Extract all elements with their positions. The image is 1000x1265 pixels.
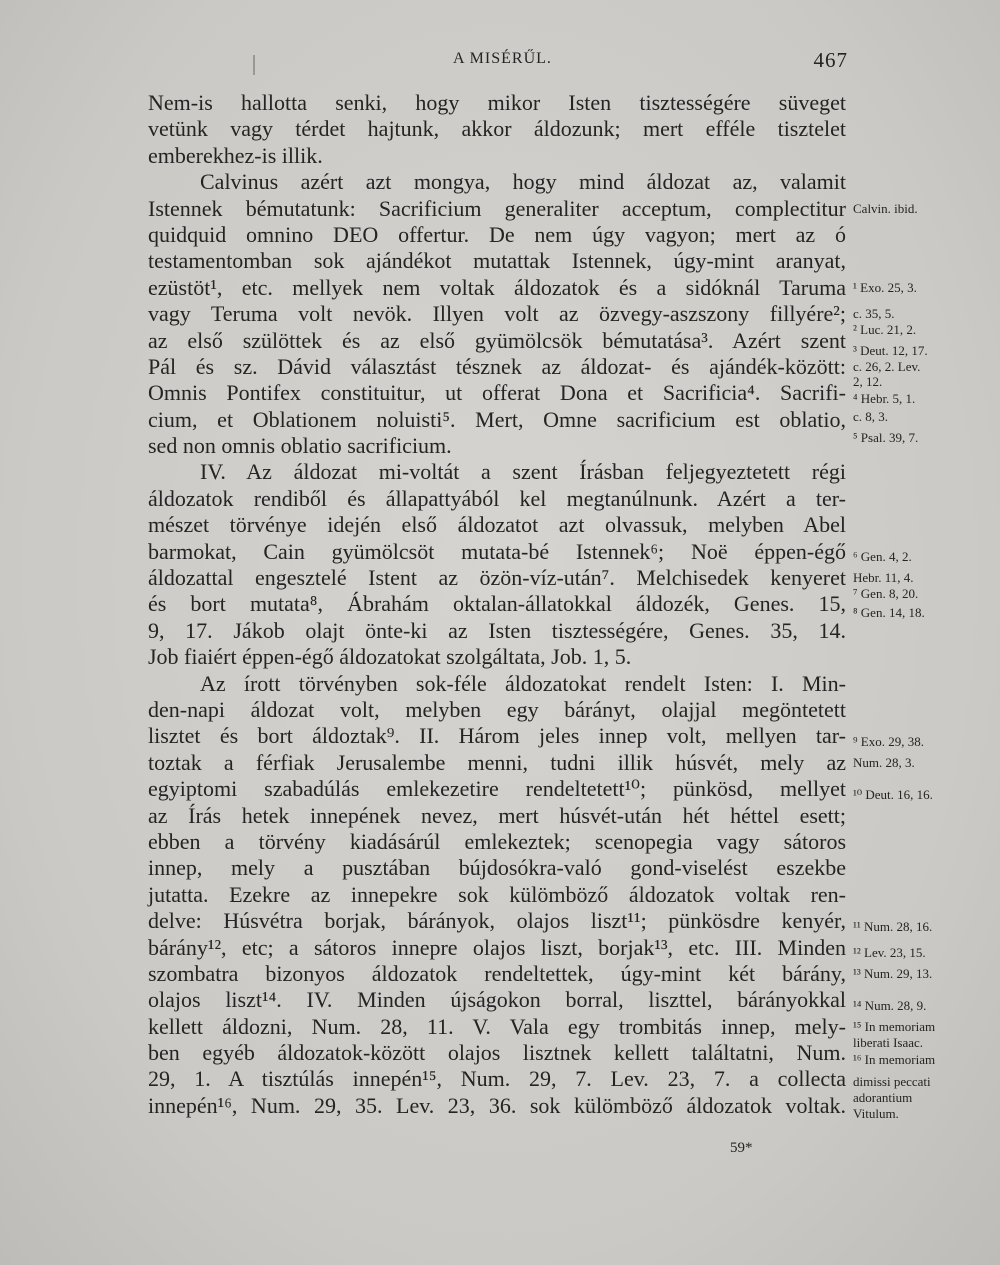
text-line: ezüstöt¹, etc. mellyek nem voltak áldozatok és a sidóknál Taruma [148, 274, 846, 300]
text-line: emberekhez-is illik. [148, 142, 323, 168]
text-line: 29, 1. A tisztúlás innepén¹⁵, Num. 29, 7. Lev. 23, 7. a collecta [148, 1066, 846, 1092]
margin-note: c. 8, 3. [853, 409, 889, 425]
text-line: innep, mely a pusztában bújdosókra-való gond-viselést eszekbe [148, 855, 846, 881]
margin-note: ¹ Exo. 25, 3. [853, 279, 917, 295]
text-line: Nem-is hallotta senki, hogy mikor Isten tisztességére süveget [148, 90, 846, 115]
text-line: 9, 17. Jákob olajt önte-ki az Isten tisztességére, Genes. 35, 14. [148, 617, 846, 643]
text-line: toztak a férfiak Jerusalembe menni, tudni illik húsvét, mely az [148, 749, 846, 775]
running-header [148, 46, 848, 74]
text-line: és bort mutata⁸, Ábrahám oktalan-állatokkal áldozék, Genes. 15, [148, 591, 846, 617]
text-line: IV. Az áldozat mi-voltát a szent Írásban feljegyeztetett régi [200, 459, 846, 485]
margin-note: ² Luc. 21, 2. [853, 322, 917, 338]
margin-note: ¹⁰ Deut. 16, 16. [853, 786, 933, 802]
text-line: Job fiaiért éppen-égő áldozatokat szolgáltata, Job. 1, 5. [148, 644, 632, 670]
signature-mark: 59* [730, 1140, 753, 1156]
text-line: cium, et Oblationem noluisti⁵. Mert, Omne sacrificium est oblatio, [148, 406, 846, 432]
margin-note: ⁶ Gen. 4, 2. [853, 549, 912, 565]
text-line: Az írott törvényben sok-féle áldozatokat rendelt Isten: I. Min- [200, 670, 846, 696]
margin-note: ³ Deut. 12, 17. [853, 343, 928, 359]
text-line: szombatra bizonyos áldozatok rendeltettek, úgy-mint két bárány, [148, 960, 846, 986]
margin-note: c. 26, 2. Lev. [853, 359, 921, 374]
text-line: jutatta. Ezekre az innepekre sok külömböző áldozatok voltak ren- [148, 881, 846, 907]
margin-note: ¹¹ Num. 28, 16. [853, 918, 933, 934]
margin-note: ⁵ Psal. 39, 7. [853, 430, 919, 446]
text-line: quidquid omnino DEO offertur. De nem úgy vagyon; mert az ó [148, 221, 846, 247]
text-line: innepén¹⁶, Num. 29, 35. Lev. 23, 36. sok külömböző áldozatok voltak. [148, 1092, 846, 1118]
text-line: lisztet és bort áldoztak⁹. II. Három jeles innep volt, mellyen tar- [148, 723, 846, 749]
text-line: az első szülöttek és az első gyümölcsök bémutatása³. Azért szent [148, 327, 846, 353]
text-line: áldozatok rendiből és állapattyából kel megtanúlnunk. Azért a ter- [148, 485, 846, 511]
margin-note: Vitulum. [853, 1106, 899, 1122]
text-line: barmokat, Cain gyümölcsöt mutata-bé Istennek⁶; Noë éppen-égő [148, 538, 846, 564]
text-line: Omnis Pontifex constituitur, ut offerat Dona et Sacrificia⁴. Sacrifi- [148, 380, 846, 406]
page-number: 467 [813, 48, 848, 72]
text-line: vagy Teruma volt nevök. Illyen volt az özvegy-aszszony fillyére²; [148, 301, 846, 327]
text-line: den-napi áldozat volt, melyben egy bárányt, olajjal megöntetett [148, 696, 846, 722]
text-line: Istennek bémutatunk: Sacrificium generaliter acceptum, complectitur [148, 195, 846, 221]
text-line: testamentomban sok ajándékot mutattak Istennek, úgy-mint aranyat, [148, 248, 846, 274]
margin-note: dimissi peccati [853, 1074, 931, 1090]
margin-note: ⁷ Gen. 8, 20. [853, 586, 919, 602]
margin-note: ¹⁴ Num. 28, 9. [853, 997, 927, 1013]
text-line: ebben a törvény kiadásárúl emlekeztek; scenopegia vagy sátoros [148, 828, 846, 854]
margin-note: adorantium [853, 1090, 913, 1106]
margin-note: ¹² Lev. 23, 15. [853, 945, 926, 961]
margin-note: ¹³ Num. 29, 13. [853, 966, 933, 982]
margin-note: Num. 28, 3. [853, 755, 915, 770]
margin-note: ¹⁵ In memoriam [853, 1019, 936, 1034]
text-line: egyiptomi szabadúlás emlekezetire rendeltetett¹⁰; pünkösd, mellyet [148, 776, 846, 802]
margin-note: ⁴ Hebr. 5, 1. [853, 390, 916, 406]
text-line: olajos liszt¹⁴. IV. Minden újságokon borral, liszttel, bárányokkal [148, 987, 846, 1013]
margin-note: ⁹ Exo. 29, 38. [853, 733, 924, 749]
text-line: delve: Húsvétra borjak, bárányok, olajos liszt¹¹; pünkösdre kenyér, [148, 908, 846, 934]
text-line: sed non omnis oblatio sacrificium. [148, 433, 452, 459]
text-line: Calvinus azért azt mongya, hogy mind áldozat az, valamit [200, 169, 846, 195]
text-line: mészet törvénye idején első áldozatot azt olvassuk, melyben Abel [148, 512, 846, 538]
text-line: az Írás hetek innepének nevez, mert húsvét-után hét héttel esett; [148, 802, 846, 828]
text-line: vetünk vagy térdet hajtunk, akkor áldozunk; mert efféle tisztelet [148, 116, 846, 142]
margin-note: Calvin. ibid. [853, 200, 918, 216]
margin-note: ⁸ Gen. 14, 18. [853, 604, 925, 620]
text-line: Pál és sz. Dávid választást tésznek az áldozat- és ajándék-között: [148, 353, 846, 379]
text-line: áldozattal engesztelé Istent az özön-víz-után⁷. Melchisedek kenyeret [148, 565, 846, 591]
margin-note: Hebr. 11, 4. [853, 570, 914, 586]
main-text-column [148, 90, 846, 1119]
margin-note: ¹⁶ In memoriam [853, 1052, 936, 1067]
margin-note: c. 35, 5. [853, 306, 895, 322]
running-title: A MISÉRŰL. [453, 50, 552, 67]
margin-note: 2, 12. [853, 373, 883, 389]
text-line: kellett áldozni, Num. 28, 11. V. Vala egy trombitás innep, mely- [148, 1013, 846, 1039]
margin-note: liberati Isaac. [853, 1034, 924, 1050]
text-line: bárány¹², etc; a sátoros innepre olajos liszt, borjak¹³, etc. III. Minden [148, 934, 846, 960]
text-line: ben egyéb áldozatok-között olajos lisztnek kellett találtatni, Num. [148, 1040, 846, 1066]
